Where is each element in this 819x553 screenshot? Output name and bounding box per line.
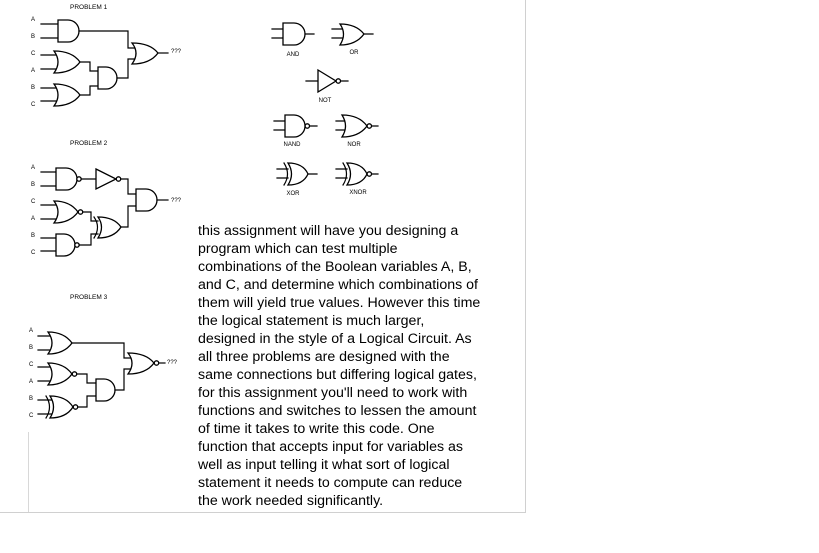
problem-2-input-a2: A	[31, 216, 36, 222]
legend-nand-label: NAND	[283, 142, 301, 148]
problem-1-output: ???	[171, 49, 182, 55]
legend-xnor-curve	[343, 163, 347, 185]
legend-or-gate	[340, 24, 364, 45]
problem-3-input-b1: B	[29, 345, 34, 351]
assignment-description: this assignment will have you designing a program which can test multiple combinations of the Boolean variables A, B, and C, and determine which combinations of them will yield true values. However this time the logical statement is much larger, designed in the style of a Logical Circuit. As all three problems are designed with the same connections but differing logical gates, for this assignment you'll need to work with functions and switches to lessen the amount of time it takes to write this code. One function that accepts input for variables as well as input telling it what sort of logical statement it needs to compute can reduce the work needed significantly.	[198, 223, 481, 509]
problem-1-input-b1: B	[31, 34, 36, 40]
legend-xnor-label: XNOR	[349, 190, 367, 196]
legend-xnor-gate	[347, 163, 367, 185]
problem-2-title: PROBLEM 2	[70, 140, 108, 147]
problem-3-input-a1: A	[29, 328, 34, 334]
legend-not-gate	[318, 70, 336, 92]
problem-1-input-b2: B	[31, 85, 36, 91]
legend-and-label: AND	[286, 52, 300, 58]
problem-1-input-a2: A	[31, 68, 36, 74]
problem-3-input-b2: B	[29, 396, 34, 402]
legend-and-gate	[283, 23, 305, 45]
problem-1-title: PROBLEM 1	[70, 4, 108, 11]
problem-2-input-a1: A	[31, 165, 36, 171]
margin-rule	[28, 432, 29, 512]
problem-1-input-a1: A	[31, 17, 36, 23]
problem-3-gate-3-xnor-curve	[46, 396, 50, 418]
problem-3-gate-2-nor	[48, 363, 72, 385]
problem-3-input-c2: C	[29, 413, 34, 419]
legend-or-label: OR	[349, 50, 359, 56]
problem-3-title: PROBLEM 3	[70, 294, 108, 301]
problem-3-output: ???	[167, 360, 178, 366]
problem-2-input-c2: C	[31, 250, 36, 256]
gate-legend	[0, 0, 400, 210]
problem-3-gate-1-or	[48, 332, 72, 354]
problem-3-input-c1: C	[29, 362, 34, 368]
legend-xor-gate	[288, 163, 308, 185]
problem-2-input-b2: B	[31, 233, 36, 239]
problem-2-input-b1: B	[31, 182, 36, 188]
problem-3-input-a2: A	[29, 379, 34, 385]
legend-nor-label: NOR	[347, 142, 361, 148]
problem-3-gate-5-nor	[128, 353, 154, 374]
problem-1-input-c2: C	[31, 102, 36, 108]
problem-2-output: ???	[171, 198, 182, 204]
legend-xor-curve	[284, 163, 288, 185]
legend-nor-gate	[342, 115, 367, 137]
problem-3-gate-3-xnor	[50, 396, 73, 418]
problem-2-input-c1: C	[31, 199, 36, 205]
problem-3-gate-4-and	[96, 379, 115, 401]
problem-1-input-c1: C	[31, 51, 36, 57]
legend-xor-label: XOR	[286, 191, 300, 197]
legend-nand-gate	[285, 115, 305, 137]
legend-not-label: NOT	[318, 98, 332, 104]
